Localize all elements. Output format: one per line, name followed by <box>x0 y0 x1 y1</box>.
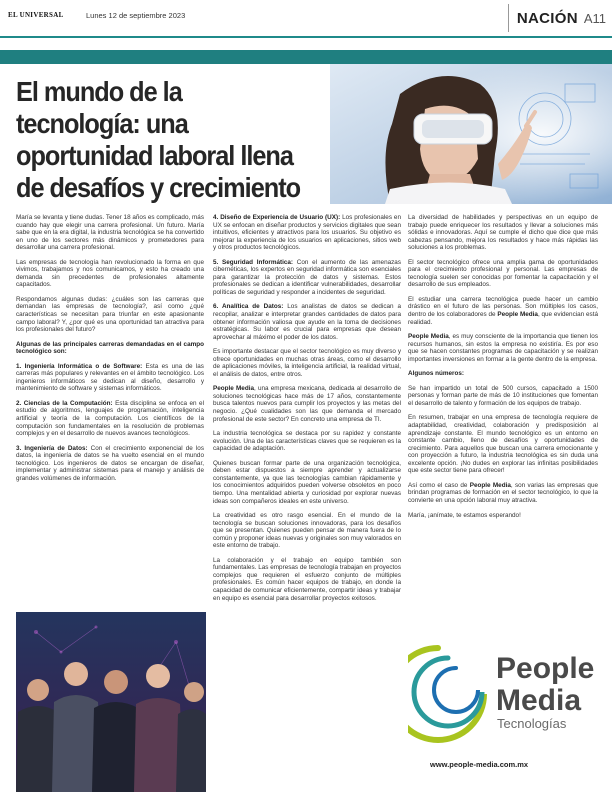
paragraph <box>408 296 598 326</box>
paragraph-text: , que evidencian está realidad. <box>408 311 598 326</box>
logo-text-tecnologias: Tecnologías <box>497 716 567 731</box>
paragraph-text: Así como el caso de <box>408 481 470 489</box>
list-item <box>213 214 401 252</box>
list-item-text: Esta es una de las carreras más populares y relevantes en el ámbito tecnológico. Los ingenieros informáticos se dedican al diseño, desarrollo y mantenimiento de software y sistemas informáticos. <box>16 362 204 393</box>
paragraph: La diversidad de habilidades y perspectivas en un equipo de trabajo puede enriquecer los resultados y llevar a soluciones más sólidas e innovadoras. Aquí se cumple el dicho que dice que más cabezas pensando, mejora los resultados y hace más rápidas las soluciones a los problemas. <box>408 214 598 252</box>
people-media-logo <box>408 640 608 750</box>
list-item-text: Esta disciplina se enfoca en el estudio de algoritmos, lenguajes de programación, inteligencia artificial y teoría de la computación. Los científicos de la computación son fundamentales en la resolución de problemas complejos y en el desarrollo de nuevos avances tecnológicos. <box>16 399 204 438</box>
page-number: A11 <box>583 10 606 26</box>
website-url: www.people-media.com.mx <box>430 760 529 769</box>
subheading: Algunos números: <box>408 370 465 378</box>
logo-mark <box>408 640 608 750</box>
paragraph: La creatividad es otro rasgo esencial. En el mundo de la tecnología se buscan soluciones innovadoras, para los desafíos que se presentan. Quienes pueden pensar de manera fuera de lo común y proponer ideas nuevas y originales son muy valorados en este entorno de trabajo. <box>213 512 401 550</box>
team-illustration <box>16 612 206 792</box>
subheading: Algunas de las principales carreras demandadas en el campo tecnológico son: <box>16 340 204 356</box>
paragraph-text: , son varias las empresas que brindan programas de formación en el sector tecnológico, lo que la convierte en una opción laboral muy atractiva. <box>408 481 599 504</box>
paragraph <box>213 385 401 423</box>
section-name: NACIÓN <box>516 9 578 27</box>
brand-mention: People Media <box>408 333 449 341</box>
brand-mention: People Media <box>213 385 254 393</box>
list-item-text: Los analistas de datos se dedican a recopilar, analizar e interpretar grandes cantidades de datos para obtener información valiosa que ayude en la toma de decisiones estratégicas. Su labor es crucial para empresas que desean aprovechar al máximo el poder de los datos. <box>213 303 401 341</box>
list-item <box>16 363 204 393</box>
brand-mention: People Media <box>497 311 538 319</box>
list-item <box>213 303 401 341</box>
logo-text-media: Media <box>496 684 582 717</box>
list-item <box>16 400 204 438</box>
list-item <box>213 259 401 297</box>
paragraph: El sector tecnológico ofrece una amplia gama de oportunidades para el crecimiento profesional y personal. Las empresas de tecnología suelen ser conocidas por fomentar la capacitación y el desarrollo de sus empleados. <box>408 258 598 289</box>
list-item-title: 5. Seguridad Informática: <box>213 258 294 266</box>
paragraph: Respondamos algunas dudas: ¿cuáles son las carreras que demandan las empresas de tecnología?, así como ¿qué características se necesitan para triunfar en este apasionante campo laboral? Y, ¿por qué es una oportunidad tan atractiva para los profesionales del futuro? <box>16 295 204 334</box>
section-label <box>508 4 606 32</box>
newspaper-name: EL UNIVERSAL <box>8 11 64 19</box>
list-item-title: 6. Analítica de Datos: <box>213 303 284 311</box>
list-item-text: Con el crecimiento exponencial de los datos, la ingeniería de datos se ha vuelto esencial en el mundo tecnológico. Los ingenieros de datos se encargan de diseñar, implementar y administrar sistemas para el manejo y análisis de grandes volúmenes de información. <box>16 444 205 482</box>
list-item-text: Con el aumento de las amenazas cibernéticas, los expertos en seguridad informática son esenciales para garantizar la protección de datos y sistemas. Estos profesionales se dedican a identificar vulnerabilidades, desarrollar políticas de seguridad y responder a incidentes de seguridad. <box>213 258 402 296</box>
paragraph: Quienes buscan formar parte de una organización tecnológica, deben estar dispuestos a siempre aprender y actualizarse constantemente, ya que las tecnologías cambian rápidamente y los conocimientos adquiridos pueden volverse obsoletos en poco tiempo. Una mentalidad abierta y curiosidad por explorar nuevas ideas son compañeros ideales en este universo. <box>213 459 401 505</box>
list-item-text: Los profesionales en UX se enfocan en diseñar productos y servicios digitales que sean intuitivos, eficientes y atractivos para los usuarios. Su objetivo es mejorar la experiencia de los usuarios en aplicaciones, sitios web y otros productos tecnológicos. <box>213 214 401 252</box>
paragraph: Las empresas de tecnología han revolucionado la forma en que vivimos, trabajamos y nos comunicamos, y esto ha creado una demanda sin precedentes de profesionales altamente capacitados. <box>16 258 204 289</box>
paragraph-text: El estudiar una carrera tecnológica puede hacer un cambio drástico en el futuro de las personas. Son múltiples los casos, dentro de los colaboradores de <box>408 295 598 319</box>
team-photo <box>16 612 206 792</box>
article-column-1 <box>16 214 204 489</box>
vr-illustration <box>330 64 612 204</box>
teal-banner <box>0 50 612 64</box>
paragraph: María, ¡anímate, te estamos esperando! <box>408 511 521 519</box>
paragraph <box>408 333 598 363</box>
article-headline: El mundo de la tecnología: una oportunidad laboral llena de desafíos y crecimiento <box>16 76 301 203</box>
paragraph: La colaboración y el trabajo en equipo también son fundamentales. Las empresas de tecnología trabajan en proyectos complejos que requieren el esfuerzo conjunto de múltiples profesionales. Es común hacer equipos de trabajo, en donde la capacidad de comunicar eficientemente, compartir ideas y trabajar en equipo es esencial para desarrollar proyectos exitosos. <box>213 556 401 602</box>
brand-mention: People Media <box>469 481 511 489</box>
paragraph: Se han impartido un total de 500 cursos, capacitado a 1500 personas y forman parte de más de 10 instituciones que fomentan el desarrollo de talento y formación de los equipos de trabajo. <box>408 384 598 407</box>
paragraph: Es importante destacar que el sector tecnológico es muy diverso y ofrece oportunidades en muchas otras áreas, como el desarrollo de aplicaciones móviles, la inteligencia artificial, la realidad virtual, el análisis de datos, entre otros. <box>213 348 401 378</box>
list-item-title: 4. Diseño de Experiencia de Usuario (UX): <box>213 214 341 221</box>
masthead <box>0 0 612 38</box>
list-item-title: 2. Ciencias de la Computación: <box>16 399 113 407</box>
issue-date: Lunes 12 de septiembre 2023 <box>86 11 186 20</box>
paragraph <box>408 482 598 505</box>
article-column-2 <box>213 214 401 609</box>
paragraph-text: , es muy consciente de la importancia que tienen los recursos humanos, sin estos la empresa no existiría. Es por eso que se hacen constantes programas de capacitación y se realizan importantes inversiones en formar a la gente dentro de la empresa. <box>408 333 598 363</box>
hero-photo-vr-woman <box>330 64 612 204</box>
article-column-3 <box>408 214 598 526</box>
list-item-title: 3. Ingeniería de Datos: <box>16 444 88 452</box>
paragraph: María se levanta y tiene dudas. Tener 18 años es complicado, más cuando hay que elegir una carrera profesional. Un futuro. María sabe que en la era digital, la industria tecnológica se ha convertido en uno de los sectores más dinámicos y prometedores para desarrollar una carrera profesional. <box>16 214 204 252</box>
paragraph: En resumen, trabajar en una empresa de tecnología requiere de adaptabilidad, creatividad, colaboración y predisposición al aprendizaje constante. El mundo tecnológico es un entorno en constante cambio, lleno de desafíos y oportunidades de crecimiento. Para aquellos que buscan una carrera emocionante y con proyección a futuro, la industria tecnológica es sin duda una excelente opción. ¡No dudes en explorar las infinitas posibilidades que este sector tiene para ofrecer! <box>408 414 598 475</box>
paragraph: La industria tecnológica se destaca por su rapidez y constante evolución. Una de las características claves que se requieren es la capacidad de adaptación. <box>213 430 401 453</box>
list-item-title: 1. Ingeniería Informática o de Software: <box>16 362 143 370</box>
logo-text-people: People <box>496 652 595 685</box>
paragraph-text: , una empresa mexicana, dedicada al desarrollo de soluciones tecnológicas hace más de 17 años, constantemente busca talentos nuevos para cumplir los proyectos y las metas del negocio. ¿Qué cualidades son las que demanda el mercado profesional de este sector? En concreto una empresa de TI. <box>213 385 401 423</box>
list-item <box>16 445 204 483</box>
